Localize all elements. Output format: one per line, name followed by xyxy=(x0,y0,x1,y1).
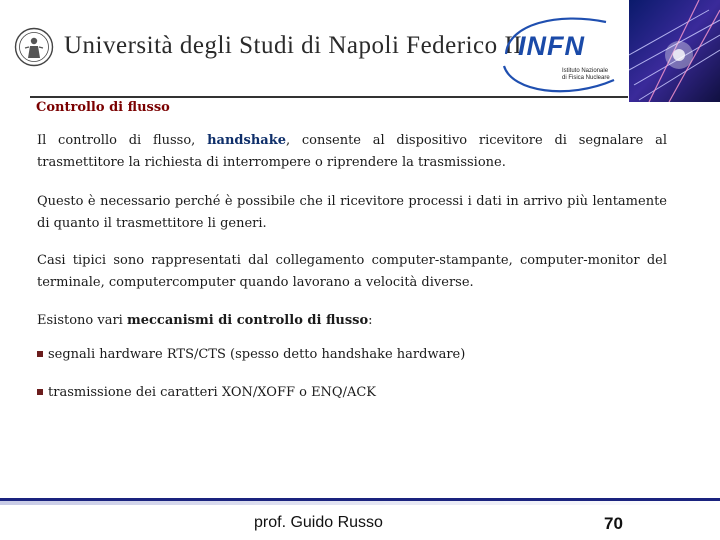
footer-shadow xyxy=(0,501,720,505)
university-seal-icon xyxy=(14,27,54,67)
footer-author: prof. Guido Russo xyxy=(254,514,383,531)
paragraph-1 xyxy=(37,130,667,174)
square-bullet-icon xyxy=(37,389,43,395)
paragraph-3: Casi tipici sono rappresentati dal collegamento computer-stampante, computer-monitor del terminale, computercomputer quando lavorano a velocità diverse. xyxy=(37,253,667,290)
particle-detector-image xyxy=(629,0,720,102)
infn-subtitle-line2: di Fisica Nucleare xyxy=(562,75,610,81)
paragraph-4 xyxy=(37,310,667,332)
keyword-flow-control-mechanisms: meccanismi di controllo di flusso xyxy=(126,313,369,328)
infn-subtitle xyxy=(562,68,628,82)
paragraph-4-intro: Esistono vari xyxy=(37,313,127,328)
bullet-text: segnali hardware RTS/CTS (spesso detto handshake hardware) xyxy=(48,347,466,362)
page-number: 70 xyxy=(604,514,623,533)
slide-header xyxy=(0,0,720,100)
square-bullet-icon xyxy=(37,351,43,357)
keyword-handshake: handshake xyxy=(207,133,286,148)
infn-subtitle-line1: Istituto Nazionale xyxy=(562,68,609,74)
slide-title: Controllo di flusso xyxy=(36,100,170,115)
paragraph-4-end: : xyxy=(368,313,373,328)
university-name: Università degli Studi di Napoli Federico II xyxy=(64,32,523,59)
paragraph-1-rest: , consente al dispositivo ricevitore di segnalare al trasmettitore la richiesta di interrompere o riprendere la trasmissione. xyxy=(37,133,667,170)
infn-logo-text: INFN xyxy=(518,31,585,61)
bullet-item xyxy=(37,347,465,362)
bullet-text: trasmissione dei caratteri XON/XOFF o ENQ/ACK xyxy=(48,385,377,400)
paragraph-2: Questo è necessario perché è possibile che il ricevitore processi i dati in arrivo più lentamente di quanto il trasmettitore li generi. xyxy=(37,194,667,231)
bullet-item xyxy=(37,385,376,400)
paragraph-1-intro: Il controllo di flusso, xyxy=(37,133,208,148)
header-divider xyxy=(30,96,628,98)
